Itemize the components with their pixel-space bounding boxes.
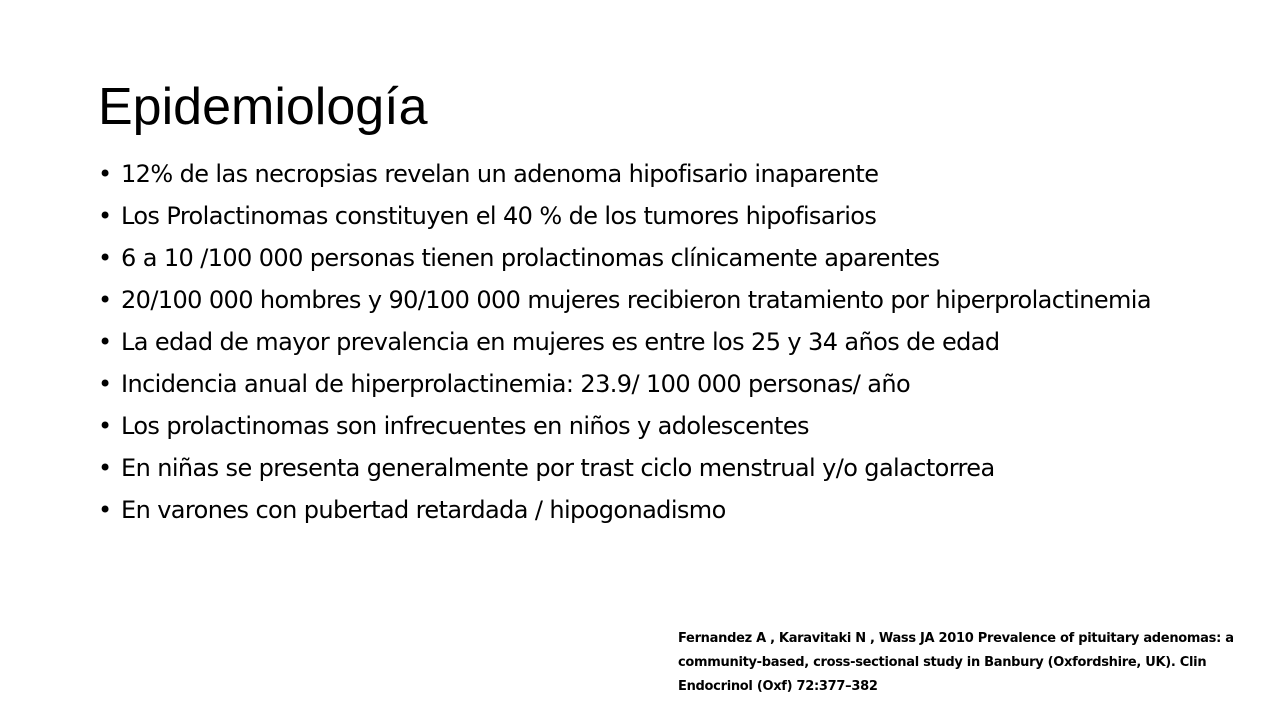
bullet-text: 6 a 10 /100 000 personas tienen prolactinomas clínicamente aparentes (121, 244, 940, 272)
bullet-dot: • (98, 454, 112, 482)
bullet-dot: • (98, 370, 112, 398)
reference-citation: Fernandez A , Karavitaki N , Wass JA 2010 Prevalence of pituitary adenomas: a community-based, cross-sectional study in Banbury (Oxfordshire, UK). Clin Endocrinol (Oxf) 72:377–382 (678, 631, 1234, 694)
bullet-dot: • (98, 202, 112, 230)
bullet-item (98, 328, 1228, 356)
bullet-text: 20/100 000 hombres y 90/100 000 mujeres recibieron tratamiento por hiperprolactinemia (121, 286, 1151, 314)
bullet-dot: • (98, 496, 112, 524)
bullet-dot: • (98, 412, 112, 440)
bullet-item (98, 202, 1228, 230)
bullet-text: Los Prolactinomas constituyen el 40 % de los tumores hipofisarios (121, 202, 877, 230)
bullet-dot: • (98, 160, 112, 188)
bullet-text: Los prolactinomas son infrecuentes en niños y adolescentes (121, 412, 809, 440)
bullet-item (98, 496, 1228, 524)
bullet-item (98, 454, 1228, 482)
bullet-list (98, 160, 1228, 538)
bullet-text: En varones con pubertad retardada / hipogonadismo (121, 496, 726, 524)
bullet-dot: • (98, 328, 112, 356)
bullet-item (98, 160, 1228, 188)
bullet-text: En niñas se presenta generalmente por trast ciclo menstrual y/o galactorrea (121, 454, 995, 482)
bullet-text: 12% de las necropsias revelan un adenoma hipofisario inaparente (121, 160, 879, 188)
bullet-item (98, 286, 1228, 314)
bullet-dot: • (98, 286, 112, 314)
slide-title: Epidemiología (98, 78, 428, 136)
bullet-dot: • (98, 244, 112, 272)
bullet-item (98, 412, 1228, 440)
bullet-text: Incidencia anual de hiperprolactinemia: 23.9/ 100 000 personas/ año (121, 370, 911, 398)
bullet-text: La edad de mayor prevalencia en mujeres es entre los 25 y 34 años de edad (121, 328, 1000, 356)
bullet-item (98, 370, 1228, 398)
bullet-item (98, 244, 1228, 272)
